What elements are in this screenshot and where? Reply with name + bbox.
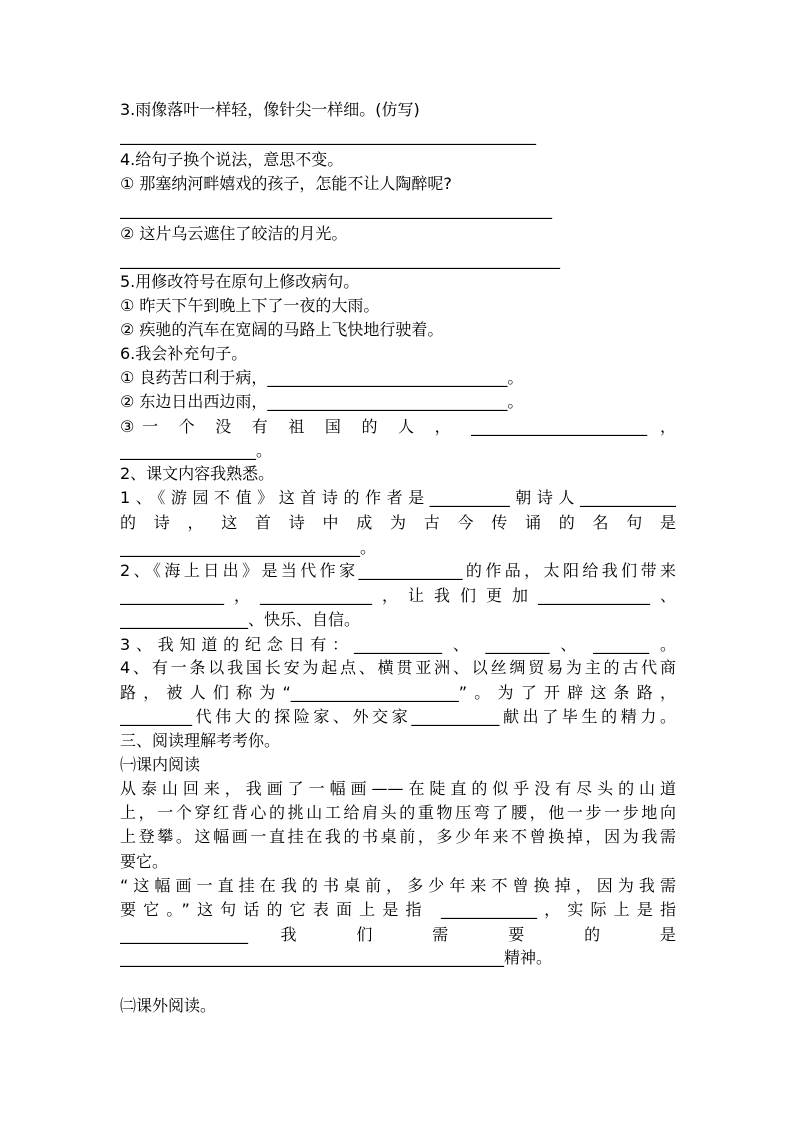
s2-q2-line2: _____________，______________，让我们更加______________、: [120, 586, 676, 605]
s2-q1-line2: 的 诗 ， 这 首 诗 中 成 为 古 今 传 诵 的 名 句 是: [120, 513, 676, 532]
s2-q3: 3、我知道的纪念日有：___________ 、 ________ 、 _______ 。: [120, 635, 676, 654]
q5-title: 5.用修改符号在原句上修改病句。: [120, 272, 360, 291]
q6-item1: ① 良药苦口利于病，______________________________。: [120, 368, 524, 387]
section2-title: 2、课文内容我熟悉。: [120, 464, 275, 483]
s2-q2-line3: ________________、快乐、自信。: [120, 610, 361, 629]
passage-line2: 上，一个穿红背心的挑山工给肩头的重物压弯了腰，他一步一步地向: [120, 803, 676, 822]
s2-q4-line3: _________代伟大的探险家、外交家___________献出了毕生的精力。: [120, 707, 676, 726]
question-line2: 要它。”这句话的它表面上是指 ____________，实际上是指: [120, 900, 676, 919]
s2-q2-line1: 2、《海上日出》是当代作家_____________的作品，太阳给我们带来: [120, 561, 676, 580]
passage-line4: 要它。: [120, 852, 169, 871]
question-line1: “这幅画一直挂在我的书桌前，多少年来不曾换掉，因为我需: [120, 876, 676, 895]
q3-imitate: 3.雨像落叶一样轻，像针尖一样细。(仿写): [120, 100, 420, 119]
q6-title: 6.我会补充句子。: [120, 344, 248, 363]
q4-item1: ① 那塞纳河畔嬉戏的孩子，怎能不让人陶醉呢?: [120, 174, 452, 193]
answer-blank[interactable]: _______________________________________________________: [120, 250, 560, 269]
q6-item2: ② 东边日出西边雨，______________________________。: [120, 392, 524, 411]
q6-item3: ③一 个 没 有 祖 国 的 人 ， ______________________ ，: [120, 417, 676, 436]
reading2-title: ㈡课外阅读。: [120, 996, 217, 1015]
answer-blank[interactable]: ______________________________________________________: [120, 200, 552, 219]
s2-q4-line1: 4、有一条以我国长安为起点、横贯亚洲、以丝绸贸易为主的古代商: [120, 658, 676, 677]
passage-line1: 从泰山回来，我画了一幅画——在陡直的似乎没有尽头的山道: [120, 779, 676, 798]
section3-title: 三、阅读理解考考你。: [120, 731, 281, 750]
q5-item2: ② 疾驰的汽车在宽阔的马路上飞快地行驶着。: [120, 320, 444, 339]
q5-item1: ① 昨天下午到晚上下了一夜的大雨。: [120, 296, 380, 315]
answer-blank[interactable]: ______________________________。: [120, 538, 377, 557]
answer-blank[interactable]: ____________________________________________________: [120, 126, 536, 145]
answer-blank[interactable]: _________________。: [120, 441, 273, 460]
question-line4: ________________________________________________精神。: [120, 948, 553, 967]
s2-q4-line2: 路，被人们称为“_____________________”。为了开辟这条路，: [120, 683, 676, 702]
reading1-title: ㈠课内阅读: [120, 755, 201, 774]
question-line3: ________________ 我 们 需 要 的 是: [120, 925, 676, 944]
s2-q1-line1: 1、《游园不值》这首诗的作者是__________朝诗人____________: [120, 488, 676, 507]
q4-title: 4.给句子换个说法，意思不变。: [120, 150, 344, 169]
passage-line3: 上登攀。这幅画一直挂在我的书桌前，多少年来不曾换掉，因为我需: [120, 827, 676, 846]
q4-item2: ② 这片乌云遮住了皎洁的月光。: [120, 224, 348, 243]
